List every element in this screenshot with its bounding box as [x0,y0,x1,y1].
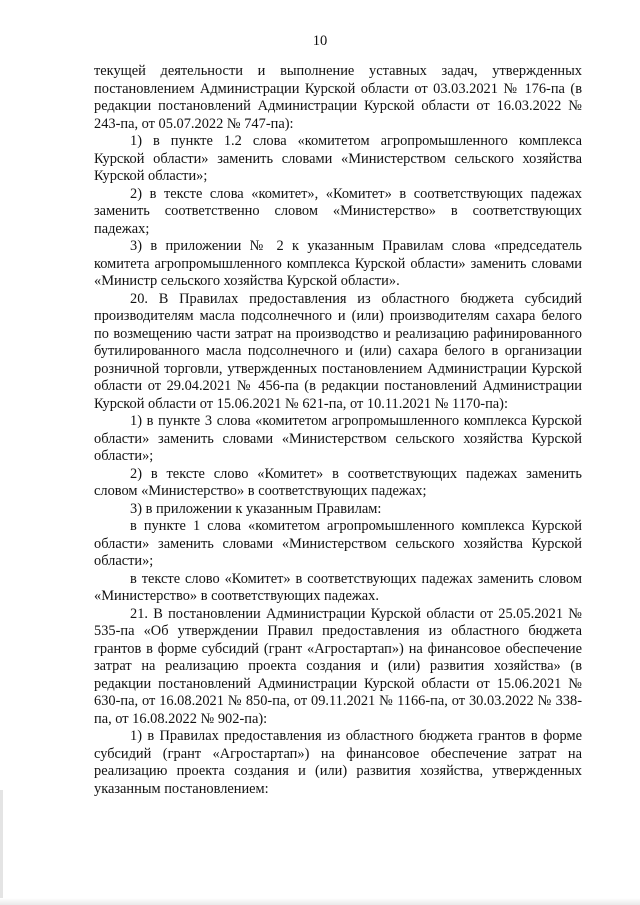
paragraph-section-20-item-1: 1) в пункте 3 слова «комитетом агропромышленного комплекса Курской области» заменить словами «Министерством сельского хозяйства Курской области»; [94,413,582,464]
page-number: 10 [312,33,328,49]
paragraph-section-20-item-3: 3) в приложении к указанным Правилам: [130,500,382,517]
paragraph-section-21: 21. В постановлении Администрации Курской области от 25.05.2021 № 535-па «Об утверждении Правил предоставления из областного бюджета грантов в форме субсидий (грант «Агростартап») на финансовое обеспечение затрат на реализацию проекта создания и (или) развития хозяйства» (в редакции постановлений Администрации Курской области от 15.06.2021 № 630-па, от 16.08.2021 № 850-па, от 09.11.2021 № 1166-па, от 30.03.2022 № 338-па, от 16.08.2022 № 902-па): [94,605,582,727]
paragraph-section-20: 20. В Правилах предоставления из областного бюджета субсидий производителям масла подсолнечного и (или) производителям сахара белого по возмещению части затрат на производство и реализацию рафинированного бутилированного масла подсолнечного и (или) сахара белого в организации розничной торговли, утвержденных постановлением Администрации Курской области от 29.04.2021 № 456-па (в редакции постановлений Администрации Курской области от 15.06.2021 № 621-па, от 10.11.2021 № 1170-па): [94,290,582,412]
paragraph-item-1: 1) в пункте 1.2 слова «комитетом агропромышленного комплекса Курской области» заменить словами «Министерством сельского хозяйства Курской области»; [94,133,582,184]
paragraph-continuation: текущей деятельности и выполнение уставных задач, утвержденных постановлением Администрации Курской области от 03.03.2021 № 176-па (в редакции постановлений Администрации Курской области от 16.03.2022 № 243-па, от 05.07.2022 № 747-па): [94,63,582,132]
paragraph-section-21-item-1: 1) в Правилах предоставления из областного бюджета грантов в форме субсидий (грант «Агростартап») на финансовое обеспечение затрат на реализацию проекта создания и (или) развития хозяйства, утвержденных указанным постановлением: [94,728,582,797]
scan-edge-shadow-left [0,790,3,905]
paragraph-item-2: 2) в тексте слова «комитет», «Комитет» в соответствующих падежах заменить соответственно словом «Министерство» в соответствующих падежах; [94,185,582,237]
paragraph-item-3: 3) в приложении № 2 к указанным Правилам слова «председатель комитета агропромышленного комплекса Курской области» заменить словами «Министр сельского хозяйства Курской области». [94,238,582,289]
document-body [94,63,582,798]
scan-edge-shadow-bottom [0,898,640,905]
paragraph-section-20-subitem-a: в пункте 1 слова «комитетом агропромышленного комплекса Курской области» заменить словами «Министерством сельского хозяйства Курской области»; [94,518,582,569]
paragraph-section-20-item-2: 2) в тексте слово «Комитет» в соответствующих падежах заменить словом «Министерство» в соответствующих падежах; [94,465,582,499]
paragraph-section-20-subitem-b: в тексте слово «Комитет» в соответствующих падежах заменить словом «Министерство» в соответствующих падежах. [94,570,582,604]
